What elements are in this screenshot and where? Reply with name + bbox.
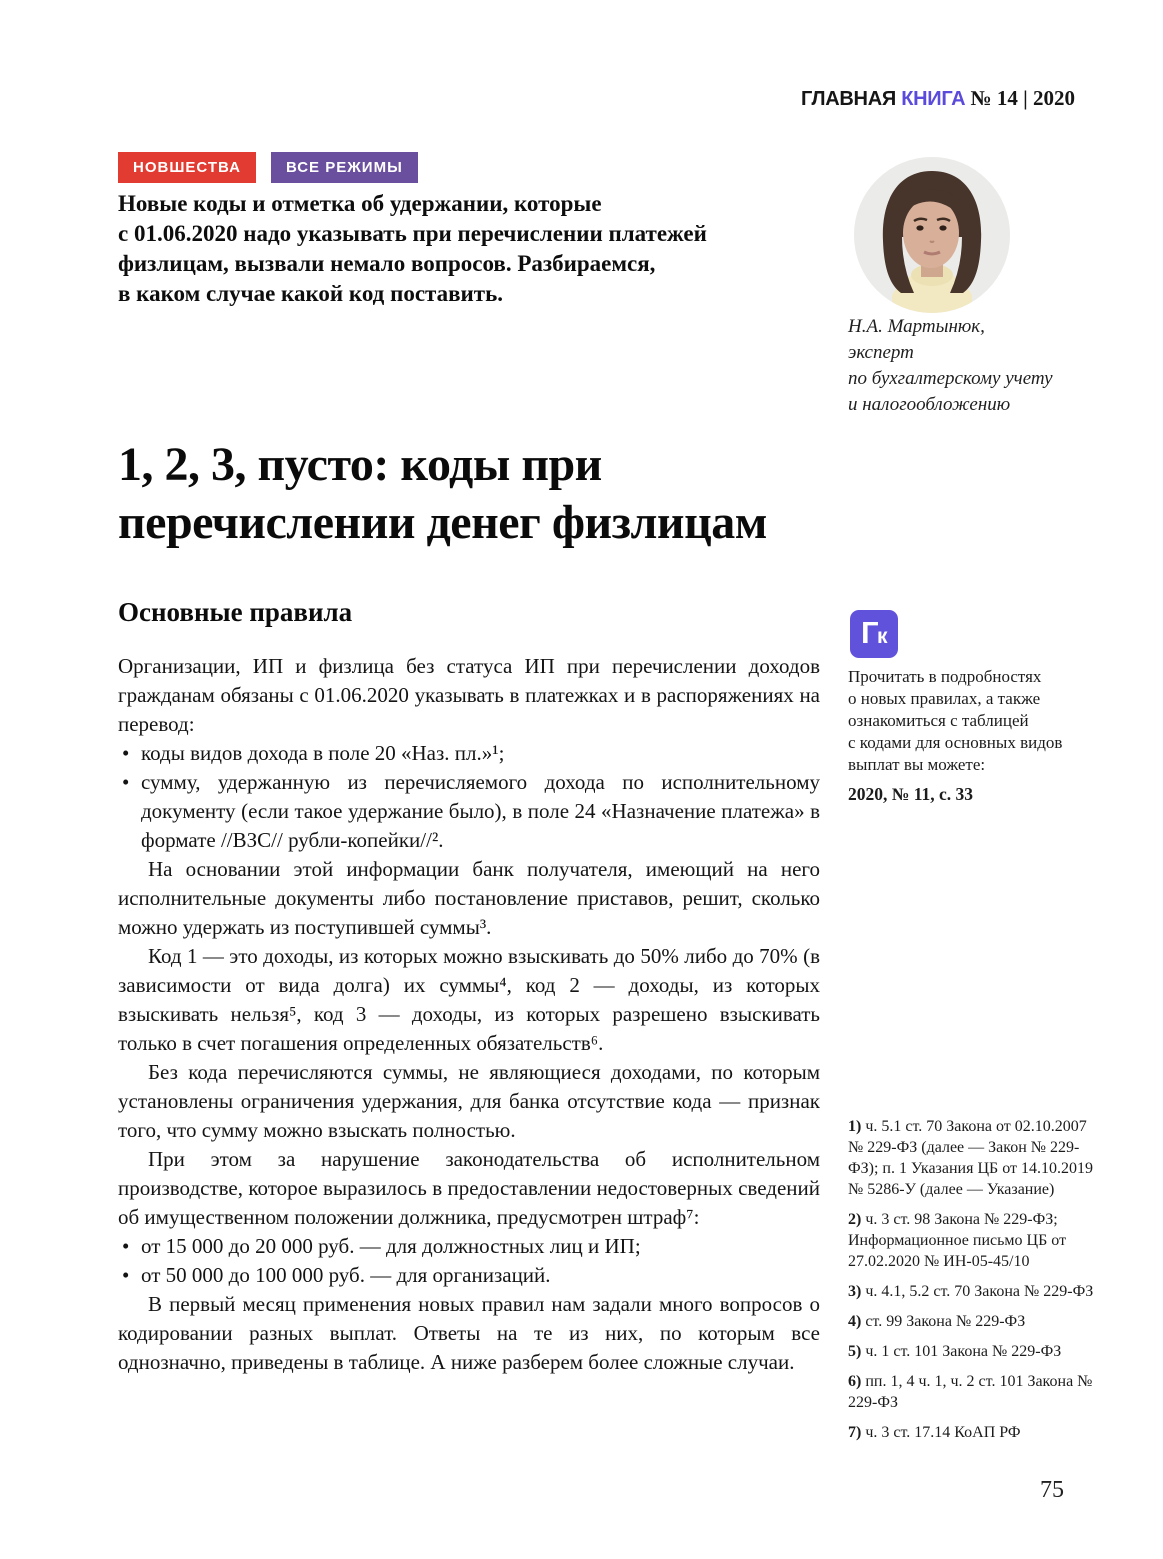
paragraph: На основании этой информации банк получателя, имеющий на него исполнительные документы либо постановление приставов, решит, сколько можно удержать из поступившей суммы³. (118, 857, 820, 939)
author-roles (848, 340, 1053, 418)
sidebar-note-line: выплат вы можете: (848, 755, 986, 774)
author-name: Н.А. Мартынюк, (848, 316, 985, 337)
masthead (801, 86, 1075, 111)
paragraph: Без кода перечисляются суммы, не являющиеся доходами, по которым установлены ограничения удержания, для банка отсутствие кода — признак того, что сумму можно взыскать полностью. (118, 1060, 820, 1142)
sidebar-note-text (848, 666, 1098, 776)
intro-line: физлицам, вызвали немало вопросов. Разбираемся, (118, 251, 656, 276)
article-body (118, 652, 820, 1377)
footnote-number: 2) (848, 1211, 866, 1228)
gk-logo-letter-g: Г (861, 615, 879, 650)
footnote-number: 1) (848, 1118, 866, 1135)
author-portrait-illustration (854, 157, 1010, 313)
intro-text (118, 189, 707, 309)
footnote-number: 7) (848, 1424, 866, 1441)
footnote-number: 6) (848, 1373, 866, 1390)
footnote-text: ч. 4.1, 5.2 ст. 70 Закона № 229-ФЗ (865, 1283, 1094, 1300)
intro-line: с 01.06.2020 надо указывать при перечислении платежей (118, 221, 707, 246)
footnote-text: ч. 3 ст. 17.14 КоАП РФ (865, 1424, 1021, 1441)
footnote-number: 4) (848, 1313, 866, 1330)
footnote (848, 1209, 1100, 1272)
sidebar-note-reference: 2020, № 11, с. 33 (848, 784, 974, 804)
footnote-text: ст. 99 Закона № 229-ФЗ (865, 1313, 1026, 1330)
issue-number: № 14 | 2020 (970, 86, 1075, 110)
rubric-badges (118, 152, 418, 183)
section-heading: Основные правила (118, 597, 353, 627)
footnote (848, 1281, 1100, 1302)
sidebar-note-line: о новых правилах, а также (848, 689, 1041, 708)
intro-line: в каком случае какой код поставить. (118, 281, 503, 306)
footnote-number: 5) (848, 1343, 866, 1360)
intro-line: Новые коды и отметка об удержании, которые (118, 191, 602, 216)
footnote (848, 1311, 1100, 1332)
sidebar-note-line: ознакомиться с таблицей (848, 711, 1029, 730)
footnote (848, 1341, 1100, 1362)
footnotes-list (848, 1116, 1100, 1452)
sidebar-note-line: Прочитать в подробностях (848, 667, 1042, 686)
bullet-item: • от 50 000 до 100 000 руб. — для организаций. (118, 1261, 820, 1290)
footnote-text: пп. 1, 4 ч. 1, ч. 2 ст. 101 Закона № 229-ФЗ (848, 1373, 1093, 1411)
bullet-item: • от 15 000 до 20 000 руб. — для должностных лиц и ИП; (118, 1232, 820, 1261)
paragraph: Код 1 — это доходы, из которых можно взыскивать до 50% либо до 70% (в зависимости от вида долга) их суммы⁴, код 2 — доходы, из которых взыскивать нельзя⁵, код 3 — доходы, из которых разрешено взыскивать только в счет погашения определенных обязательств⁶. (118, 944, 820, 1055)
rubric-badge: ВСЕ РЕЖИМЫ (271, 152, 418, 183)
gk-logo-letter-k: к (877, 625, 888, 648)
author-role-line: по бухгалтерскому учету (848, 368, 1053, 389)
author-role-line: и налогообложению (848, 394, 1011, 415)
paragraph: В первый месяц применения новых правил нам задали много вопросов о кодировании разных выплат. Ответы на те из них, по которым все однозначно, приведены в таблице. А ниже разберем более сложные случаи. (118, 1292, 820, 1374)
footnote (848, 1422, 1100, 1443)
author-photo (854, 157, 1010, 313)
paragraph: При этом за нарушение законодательства об исполнительном производстве, которое выразилось в предоставлении недостоверных сведений об имущественном положении должника, предусмотрен штраф⁷: (118, 1147, 820, 1229)
footnote (848, 1116, 1100, 1200)
bullet-item: • сумму, удержанную из перечисляемого дохода по исполнительному документу (если такое удержание было), в поле 24 «Назначение платежа» в формате //ВЗС// рубли-копейки//². (118, 768, 820, 855)
footnote-number: 3) (848, 1283, 866, 1300)
page-number: 75 (1040, 1477, 1064, 1503)
author-role-line: эксперт (848, 342, 914, 363)
brand-name-purple: КНИГА (901, 88, 966, 110)
gk-logo-icon (850, 610, 898, 658)
title-line: перечислении денег физлицам (118, 496, 767, 549)
article-title (118, 436, 767, 552)
footnote-text: ч. 1 ст. 101 Закона № 229-ФЗ (865, 1343, 1062, 1360)
paragraph: Организации, ИП и физлица без статуса ИП при перечислении доходов гражданам обязаны с 01.06.2020 указывать в платежках и в распоряжениях на перевод: (118, 654, 820, 736)
title-line: 1, 2, 3, пусто: коды при (118, 438, 602, 491)
sidebar-note (848, 666, 1098, 805)
sidebar-note-line: с кодами для основных видов (848, 733, 1063, 752)
footnote-text: ч. 5.1 ст. 70 Закона от 02.10.2007 № 229-ФЗ (далее — Закон № 229-ФЗ); п. 1 Указания ЦБ от 14.10.2019 № 5286-У (далее — Указание) (848, 1118, 1093, 1198)
bullet-item: • коды видов дохода в поле 20 «Наз. пл.»¹; (118, 739, 820, 768)
rubric-badge: НОВШЕСТВА (118, 152, 256, 183)
footnote-text: ч. 3 ст. 98 Закона № 229-ФЗ; Информационное письмо ЦБ от 27.02.2020 № ИН-05-45/10 (848, 1211, 1067, 1270)
author-caption (848, 314, 1053, 418)
brand-name-black: ГЛАВНАЯ (801, 88, 896, 110)
footnote (848, 1371, 1100, 1413)
